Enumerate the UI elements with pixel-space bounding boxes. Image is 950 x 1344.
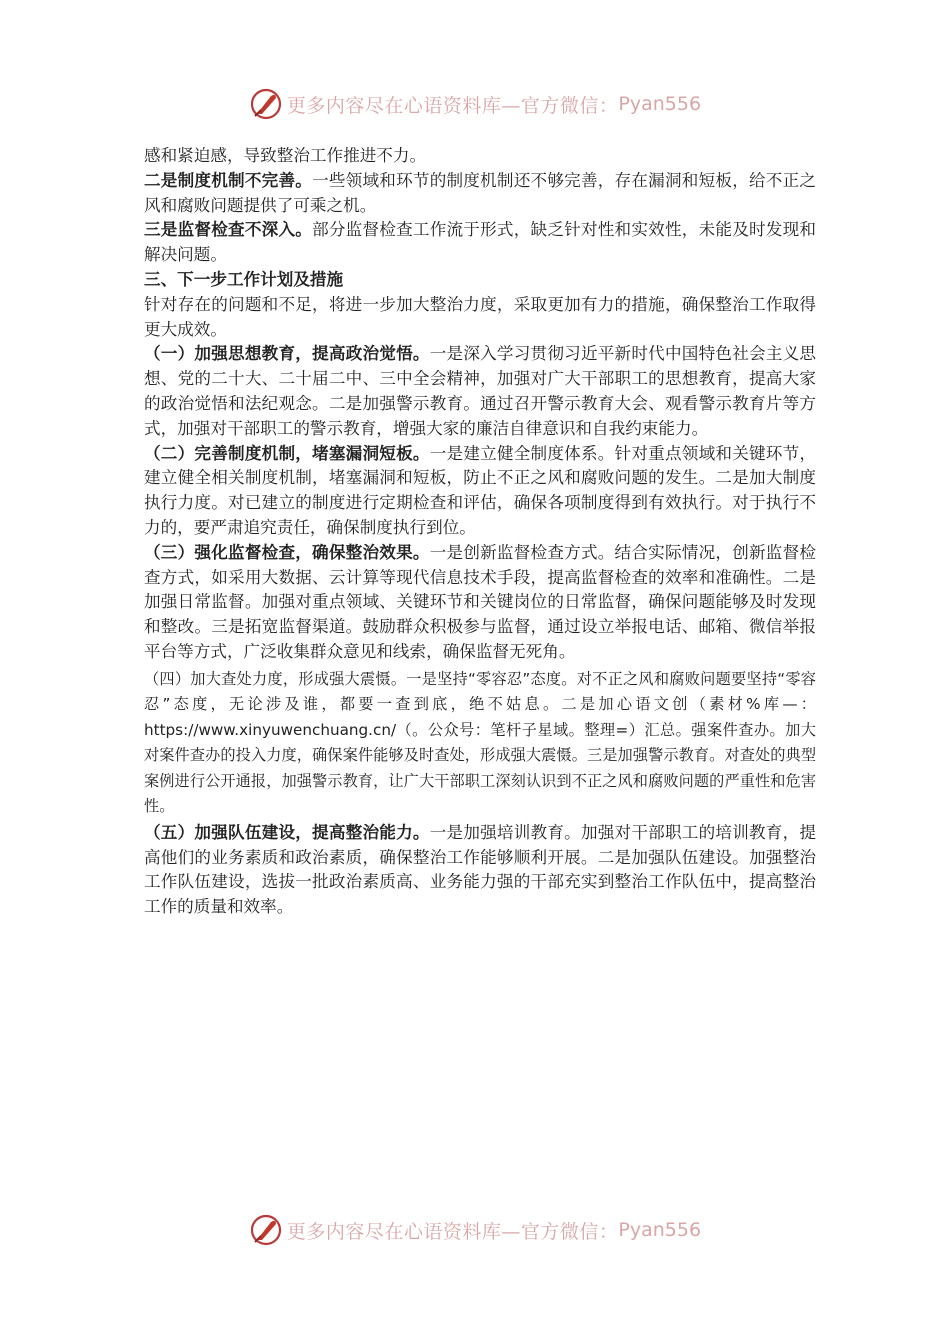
paragraph-lead: （五）加强队伍建设，提高整治能力。 (144, 822, 430, 842)
paragraph: 感和紧迫感，导致整治工作推进不力。 (144, 146, 427, 165)
paragraph: 针对存在的问题和不足，将进一步加大整治力度，采取更加有力的措施，确保整治工作取得更大成效。 (144, 294, 816, 339)
paragraph-lead: （三）强化监督检查，确保整治效果。 (144, 542, 430, 562)
paragraph: （二）完善制度机制，堵塞漏洞短板。一是建立健全制度体系。针对重点领域和关键环节，建立健全相关制度机制，堵塞漏洞和短板，防止不正之风和腐败问题的发生。二是加大制度执行力度。对已建立的制度进行定期检查和评估，确保各项制度得到有效执行。对于执行不力的，要严肃追究责任，确保制度执行到位。 (144, 443, 817, 537)
paragraph: （一）加强思想教育，提高政治觉悟。一是深入学习贯彻习近平新时代中国特色社会主义思想、党的二十大、二十届二中、三中全会精神，加强对广大干部职工的思想教育，提高大家的政治觉悟和法纪观念。二是加强警示教育。通过召开警示教育大会、观看警示教育片等方式，加强对干部职工的警示教育，增强大家的廉洁自律意识和自我约束能力。 (144, 344, 817, 438)
quill-logo-icon (249, 87, 283, 121)
paragraph: （四）加大查处力度，形成强大震慑。一是坚持“零容忍”态度。对不正之风和腐败问题要坚持“零容忍”态度，无论涉及谁，都要一查到底，绝不姑息。二是加心语文创（素材%库—：https://www.xinyuwenchuang.cn/（。公众号：笔杆子星域。整理=）汇总。强案件查办。加大对案件查办的投入力度，确保案件能够及时查处，形成强大震慑。三是加强警示教育。对查处的典型案例进行公开通报，加强警示教育，让广大干部职工深刻认识到不正之风和腐败问题的严重性和危害性。 (144, 669, 816, 816)
paragraph: 二是制度机制不完善。一些领域和环节的制度机制还不够完善，存在漏洞和短板，给不正之风和腐败问题提供了可乘之机。 (144, 170, 817, 215)
header-banner (0, 84, 950, 124)
banner-wechat-id: Pyan556 (618, 93, 702, 115)
paragraph-lead: 二是制度机制不完善。 (144, 170, 313, 190)
quill-logo-icon (249, 1213, 283, 1247)
banner-text: 更多内容尽在心语资料库—官方微信： (286, 94, 619, 117)
paragraph: （五）加强队伍建设，提高整治能力。一是加强培训教育。加强对干部职工的培训教育，提高他们的业务素质和政治素质，确保整治工作能够顺利开展。二是加强队伍建设。加强整治工作队伍建设，选拔一批政治素质高、业务能力强的干部充实到整治工作队伍中，提高整治工作的质量和效率。 (144, 822, 817, 917)
document-body (144, 144, 816, 920)
banner-wechat-id: Pyan556 (618, 1219, 702, 1241)
paragraph-lead: 三是监督检查不深入。 (144, 220, 313, 240)
paragraph-lead: （一）加强思想教育，提高政治觉悟。 (144, 344, 430, 364)
paragraph-lead: （二）完善制度机制，堵塞漏洞短板。 (144, 443, 430, 463)
paragraph: 三是监督检查不深入。部分监督检查工作流于形式，缺乏针对性和实效性，未能及时发现和解决问题。 (144, 220, 817, 265)
paragraph: （三）强化监督检查，确保整治效果。一是创新监督检查方式。结合实际情况，创新监督检查方式，如采用大数据、云计算等现代信息技术手段，提高监督检查的效率和准确性。二是加强日常监督。加强对重点领域、关键环节和关键岗位的日常监督，确保问题能够及时发现和整改。三是拓宽监督渠道。鼓励群众积极参与监督，通过设立举报电话、邮箱、微信举报平台等方式，广泛收集群众意见和线索，确保监督无死角。 (144, 542, 817, 661)
banner-text: 更多内容尽在心语资料库—官方微信： (286, 1220, 619, 1243)
footer-banner (0, 1210, 950, 1250)
section-heading: 三、下一步工作计划及措施 (144, 269, 344, 289)
